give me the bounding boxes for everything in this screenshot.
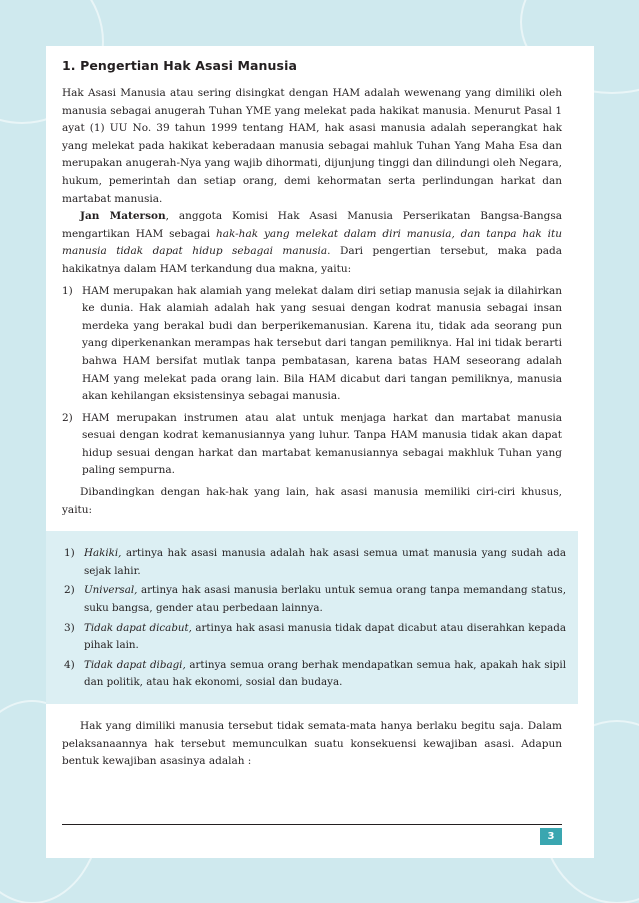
paragraph-text: , anggota Komisi Hak Asasi Manusia Perserikatan Bangsa-Bangsa mengartikan HAM sebagai bbox=[62, 210, 562, 240]
list-item bbox=[64, 620, 566, 655]
list-item-text bbox=[84, 657, 566, 692]
list-item-text: HAM merupakan hak alamiah yang melekat dalam diri setiap manusia sejak ia dilahirkan ke dunia. Hak alamiah adalah hak yang sesuai dengan kodrat manusia sebagai insan merdeka yang berakal budi dan berperikemanusian. Karena itu, tidak ada seorang pun yang diperkenankan merampas hak tersebut dari tangan pemiliknya. Hal ini tidak berarti bahwa HAM bersifat mutlak tanpa pembatasan, karena batas HAM seseorang adalah HAM yang melekat pada orang lain. Bila HAM dicabut dari tangan pemiliknya, manusia akan kehilangan eksistensinya sebagai manusia. bbox=[82, 284, 562, 403]
list-item bbox=[64, 545, 566, 580]
section-heading: 1. Pengertian Hak Asasi Manusia bbox=[62, 58, 297, 73]
paragraph-characteristics: Dibandingkan dengan hak-hak yang lain, hak asasi manusia memiliki ciri-ciri khusus, yaitu: bbox=[62, 486, 562, 516]
list-number: 1) bbox=[62, 284, 73, 297]
quote-italic: hak-hak yang melekat dalam diri manusia, dan tanpa hak itu manusia tidak dapat hidup sebagai manusia bbox=[62, 227, 562, 258]
paragraph-definition: Hak Asasi Manusia atau sering disingkat dengan HAM adalah wewenang yang dimiliki oleh manusia sebagai anugerah Tuhan YME yang melekat pada hakikat manusia. Menurut Pasal 1 ayat (1) UU No. 39 tahun 1999 tentang HAM, hak asasi manusia adalah seperangkat hak yang melekat pada hakikat keberadaan manusia sebagai mahluk Tuhan Yang Maha Esa dan merupakan anugerah-Nya yang wajib dihormati, dijunjung tinggi dan dilindungi oleh Negara, hukum, pemerintah dan setiap orang, demi kehormatan serta perlindungan harkat dan martabat manusia. bbox=[62, 87, 562, 205]
term-description: artinya hak asasi manusia adalah hak asasi semua umat manusia yang sudah ada sejak lahir. bbox=[84, 547, 566, 577]
list-item-text bbox=[84, 545, 566, 580]
page-content bbox=[62, 58, 566, 771]
meaning-list bbox=[62, 283, 562, 481]
term-italic: Hakiki, bbox=[84, 547, 122, 560]
author-name: Jan Materson bbox=[80, 210, 166, 223]
document-page bbox=[46, 46, 594, 858]
term-description: artinya hak asasi manusia berlaku untuk semua orang tanpa memandang status, suku bangsa, gender atau perbedaan lainnya. bbox=[84, 584, 566, 615]
characteristics-list bbox=[64, 545, 566, 692]
list-number: 2) bbox=[62, 411, 73, 424]
list-item bbox=[64, 657, 566, 692]
term-italic: Tidak dapat dibagi, bbox=[84, 658, 186, 671]
list-item bbox=[64, 582, 566, 617]
term-italic: Tidak dapat dicabut, bbox=[84, 621, 192, 634]
term-description: artinya hak asasi manusia tidak dapat dicabut atau diserahkan kepada pihak lain. bbox=[84, 621, 566, 652]
list-number: 2) bbox=[64, 584, 75, 597]
list-item bbox=[62, 283, 562, 406]
list-number: 3) bbox=[64, 621, 75, 634]
list-number: 1) bbox=[64, 547, 75, 560]
term-italic: Universal, bbox=[84, 584, 138, 597]
characteristics-box bbox=[46, 531, 578, 704]
page-number-badge: 3 bbox=[540, 828, 562, 845]
list-item bbox=[62, 410, 562, 480]
list-item-text: HAM merupakan instrumen atau alat untuk menjaga harkat dan martabat manusia sesuai dengan kodrat kemanusiannya yang luhur. Tanpa HAM manusia tidak akan dapat hidup sesuai dengan harkat dan martabat kemanusiannya sebagai makhluk Tuhan yang paling sempurna. bbox=[82, 411, 562, 477]
list-number: 4) bbox=[64, 658, 75, 671]
list-item-text bbox=[84, 620, 566, 655]
paragraph-text: . Dari pengertian tersebut, maka pada hakikatnya dalam HAM terkandung dua makna, yaitu: bbox=[62, 245, 562, 275]
paragraph-materson bbox=[62, 208, 562, 278]
list-item-text bbox=[84, 582, 566, 617]
paragraph-obligation: Hak yang dimiliki manusia tersebut tidak semata-mata hanya berlaku begitu saja. Dalam pelaksanaannya hak tersebut memunculkan suatu konsekuensi kewajiban asasi. Adapun bentuk kewajiban asasinya adalah : bbox=[62, 720, 562, 768]
term-description: artinya semua orang berhak mendapatkan semua hak, apakah hak sipil dan politik, atau hak ekonomi, sosial dan budaya. bbox=[84, 658, 566, 689]
footer-rule bbox=[62, 824, 562, 825]
